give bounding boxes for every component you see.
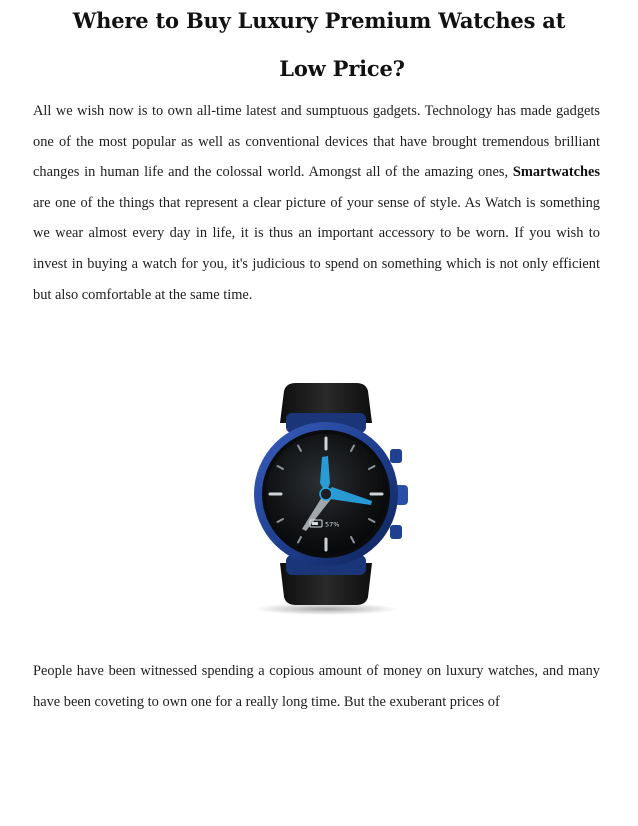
- second-paragraph: People have been witnessed spending a copious amount of money on luxury watches, and many have been coveting to own one for a really long time. But the exuberant prices of: [33, 663, 600, 710]
- intro-text-end: are one of the things that represent a clear picture of your sense of style. As Watch is something we wear almost every day in life, it is thus an important accessory to be worn. If you wish to invest in buying a watch for you, it's judicious to spend on something which is not only efficient but also comfortable at the same time.: [33, 194, 600, 303]
- intro-text-start: All we wish now is to own all-time latest and sumptuous gadgets. Technology has made gadgets one of the most popular as well as conventional devices that have brought tremendous brilliant changes in human life and the colossal world. Amongst all of the amazing ones,: [33, 103, 600, 181]
- bottom-pusher: [390, 525, 402, 539]
- smartwatch-image: [226, 383, 416, 618]
- article-title-line-2: Low Price?: [279, 56, 405, 81]
- article-title-line-1: Where to Buy Luxury Premium Watches at: [72, 8, 566, 33]
- top-pusher: [390, 449, 402, 463]
- center-cap: [320, 488, 332, 500]
- smartwatches-keyword: Smartwatches: [512, 164, 600, 181]
- intro-paragraph: [33, 96, 600, 310]
- battery-percentage: 57%: [325, 520, 340, 529]
